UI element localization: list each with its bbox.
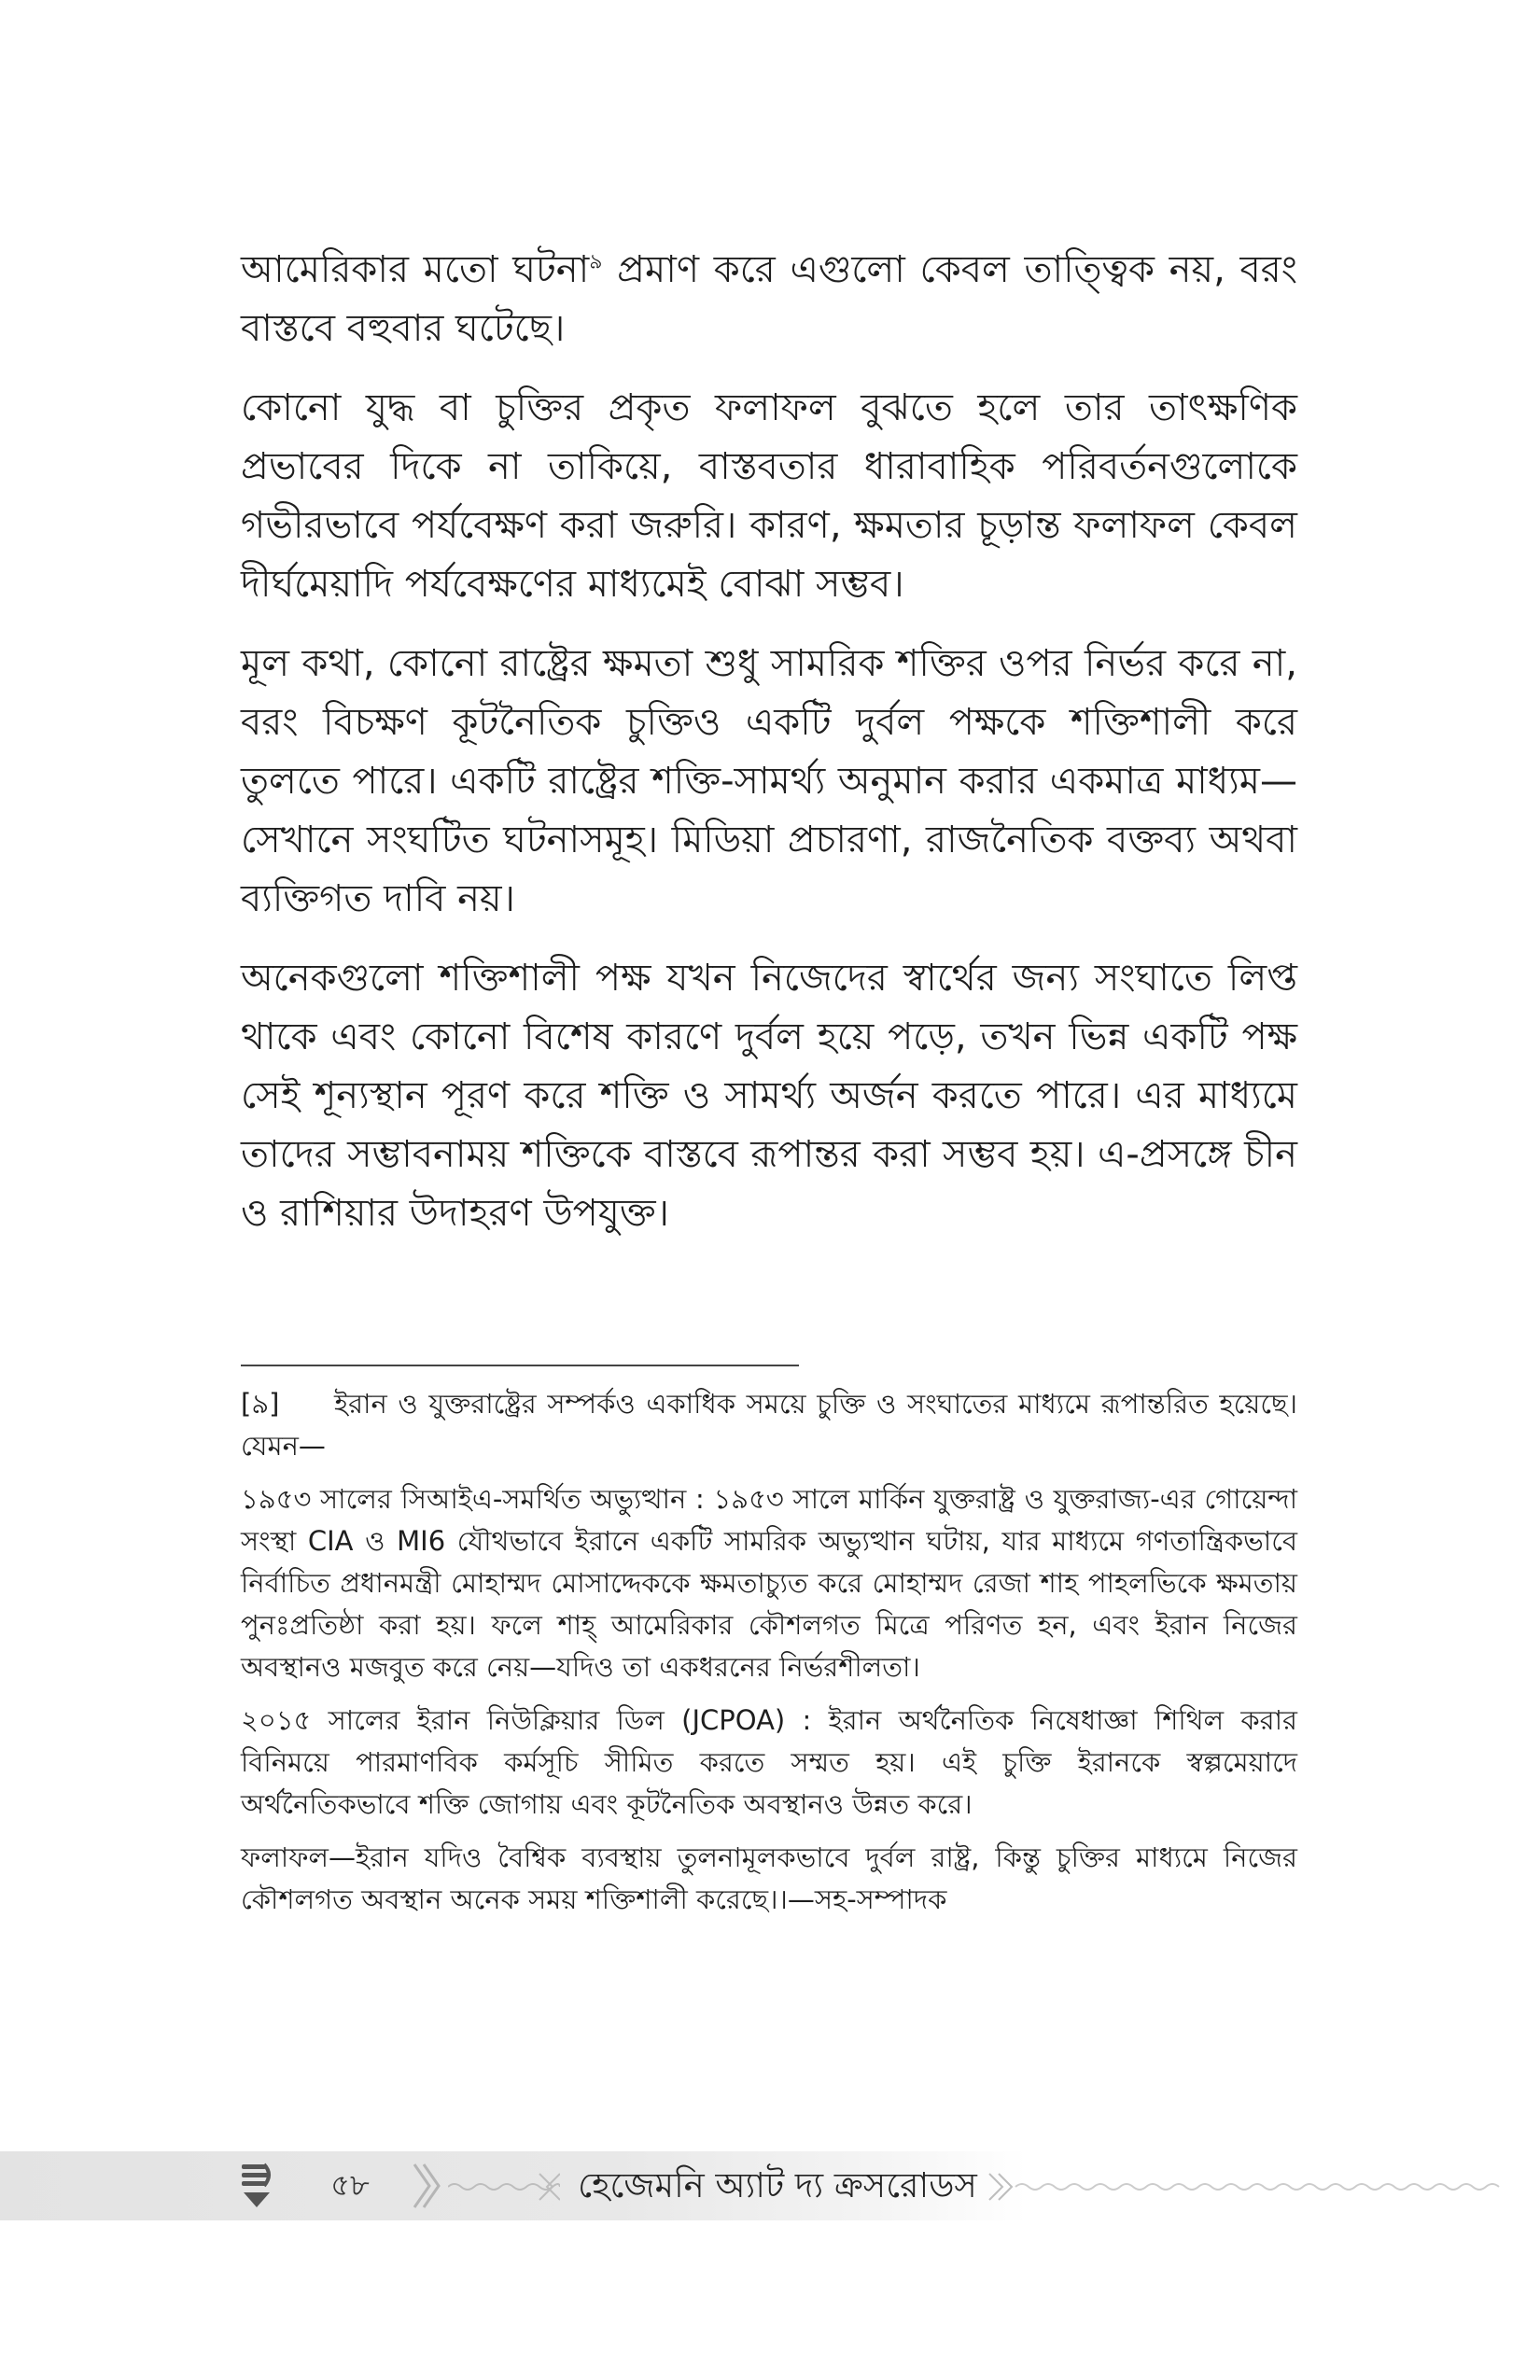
footnote-divider [241, 1365, 799, 1366]
wave-ornament-left [448, 2168, 560, 2205]
page-number: ৫৮ [330, 2167, 370, 2203]
book-title: হেজেমনি অ্যাট দ্য ক্রসরোডস [578, 2165, 977, 2205]
paragraph-4: অনেকগুলো শক্তিশালী পক্ষ যখন নিজেদের স্বার্থের জন্য সংঘাতে লিপ্ত থাকে এবং কোনো বিশেষ কারণে দুর্বল হয়ে পড়ে, তখন ভিন্ন একটি পক্ষ সেই শূন্যস্থান পূরণ করে শক্তি ও সামর্থ্য অর্জন করতে পারে। এর মাধ্যমে তাদের সম্ভাবনাময় শক্তিকে বাস্তবে রূপান্তর করা সম্ভব হয়। এ-প্রসঙ্গে চীন ও রাশিয়ার উদাহরণ উপযুক্ত। [241, 957, 1297, 1235]
paragraph-2: কোনো যুদ্ধ বা চুক্তির প্রকৃত ফলাফল বুঝতে হলে তার তাৎক্ষণিক প্রভাবের দিকে না তাকিয়ে, বাস্তবতার ধারাবাহিক পরিবর্তনগুলোকে গভীরভাবে পর্যবেক্ষণ করা জরুরি। কারণ, ক্ষমতার চূড়ান্ত ফলাফল কেবল দীর্ঘমেয়াদি পর্যবেক্ষণের মাধ্যমেই বোঝা সম্ভব। [241, 386, 1297, 606]
footnote-item-jcpoa: ২০১৫ সালের ইরান নিউক্লিয়ার ডিল (JCPOA) : ইরান অর্থনৈতিক নিষেধাজ্ঞা শিথিল করার বিনিময়ে পারমাণবিক কর্মসূচি সীমিত করতে সম্মত হয়। এই চুক্তি ইরানকে স্বল্পমেয়াদে অর্থনৈতিকভাবে শক্তি জোগায় এবং কূটনৈতিক অবস্থানও উন্নত করে। [241, 1704, 1297, 1820]
paragraph-3: মূল কথা, কোনো রাষ্ট্রের ক্ষমতা শুধু সামরিক শক্তির ওপর নির্ভর করে না, বরং বিচক্ষণ কূটনৈতিক চুক্তিও একটি দুর্বল পক্ষকে শক্তিশালী করে তুলতে পারে। একটি রাষ্ট্রের শক্তি-সামর্থ্য অনুমান করার একমাত্র মাধ্যম—সেখানে সংঘটিত ঘটনাসমূহ। মিডিয়া প্রচারণা, রাজনৈতিক বক্তব্য অথবা ব্যক্তিগত দাবি নয়। [241, 642, 1297, 920]
footnote-marker: [৯] [241, 1388, 280, 1420]
footnote-item-1953-coup: ১৯৫৩ সালের সিআইএ-সমর্থিত অভ্যুত্থান : ১৯৫৩ সালে মার্কিন যুক্তরাষ্ট্র ও যুক্তরাজ্য-এর গোয়েন্দা সংস্থা CIA ও MI6 যৌথভাবে ইরানে একটি সামরিক অভ্যুত্থান ঘটায়, যার মাধ্যমে গণতান্ত্রিকভাবে নির্বাচিত প্রধানমন্ত্রী মোহাম্মদ মোসাদ্দেককে ক্ষমতাচ্যুত করে মোহাম্মদ রেজা শাহ পাহলভিকে ক্ষমতায় পুনঃপ্রতিষ্ঠা করা হয়। ফলে শাহ্ আমেরিকার কৌশলগত মিত্রে পরিণত হন, এবং ইরান নিজের অবস্থানও মজবুত করে নেয়—যদিও তা একধরনের নির্ভরশীলতা। [241, 1483, 1297, 1683]
footnote-reference[interactable]: ৯ [589, 250, 603, 274]
main-text [241, 241, 1297, 1264]
footnotes [241, 1383, 1297, 1932]
double-chevron-right-icon [409, 2161, 446, 2211]
footnote-item-outcome: ফলাফল—ইরান যদিও বৈশ্বিক ব্যবস্থায় তুলনামূলকভাবে দুর্বল রাষ্ট্র, কিন্তু চুক্তির মাধ্যমে নিজের কৌশলগত অবস্থান অনেক সময় শক্তিশালী করেছে।।—সহ-সম্পাদক [241, 1841, 1297, 1915]
publisher-logo-icon [238, 2159, 275, 2213]
footnote-intro: [৯] ইরান ও যুক্তরাষ্ট্রের সম্পর্কও একাধিক সময়ে চুক্তি ও সংঘাতের মাধ্যমে রূপান্তরিত হয়েছে। যেমন— [241, 1383, 1297, 1467]
paragraph-1: আমেরিকার মতো ঘটনা$^৯$ প্রমাণ করে এগুলো কেবল তাত্ত্বিক নয়, বরং বাস্তবে বহুবার ঘটেছে। [241, 248, 1297, 350]
page-footer [0, 2151, 1540, 2220]
wave-ornament-right [987, 2168, 1510, 2205]
